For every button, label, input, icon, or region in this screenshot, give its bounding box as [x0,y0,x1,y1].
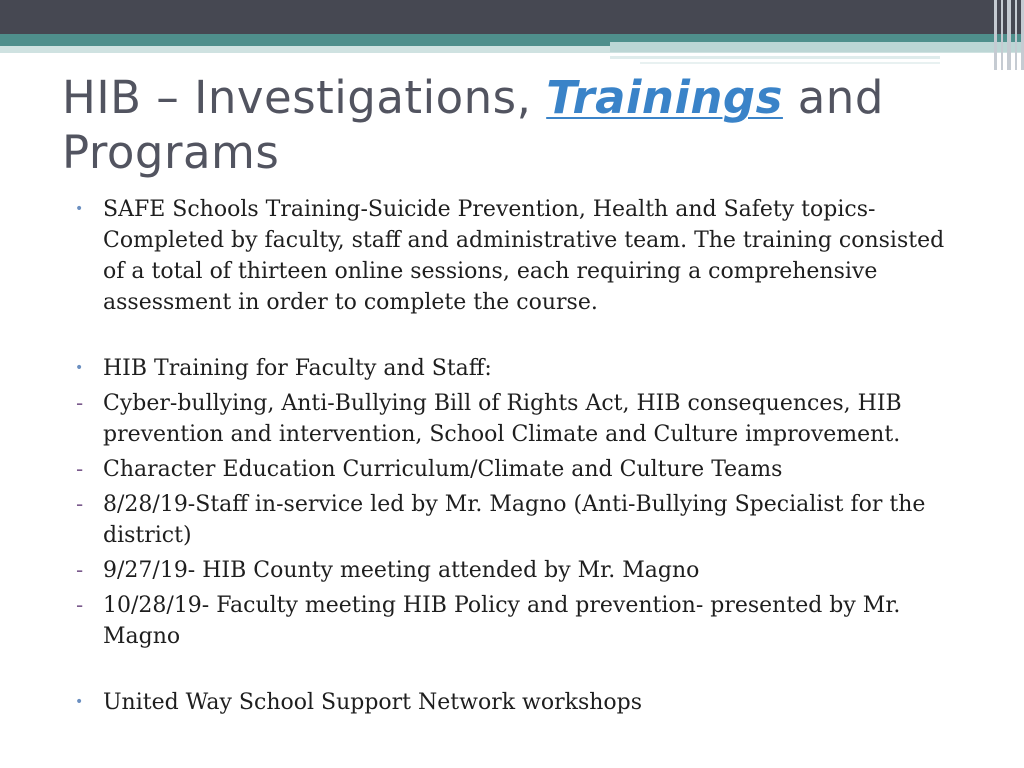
dash-text: 10/28/19- Faculty meeting HIB Policy and prevention- presented by Mr. Magno [103,593,901,649]
header-accent-line-2 [640,62,940,64]
bullet-safe-schools [74,194,954,318]
dash-marker: - [76,593,84,617]
dash-item-cyber-bullying [74,388,954,450]
bullet-marker: • [75,360,84,376]
dash-item-faculty-meeting [74,590,954,652]
dash-item-staff-inservice [74,489,954,551]
dash-item-county-meeting [74,555,954,586]
dash-text: Cyber-bullying, Anti-Bullying Bill of Rights Act, HIB consequences, HIB prevention and intervention, School Climate and Culture improvement. [103,391,902,447]
dash-text: 9/27/19- HIB County meeting attended by Mr. Magno [103,558,700,583]
dash-marker: - [76,492,84,516]
header-accent-line [610,56,940,59]
bullet-marker: • [75,694,84,710]
bullet-text: SAFE Schools Training-Suicide Prevention, Health and Safety topics- Completed by faculty, staff and administrative team. The training consisted of a total of thirteen online sessions, each requiring a comprehensive assessment in order to complete the course. [103,197,945,315]
dash-item-character-education [74,454,954,485]
title-suffix: and Programs [62,71,884,179]
header-band-dark [0,0,1024,34]
dash-marker: - [76,457,84,481]
dash-marker: - [76,558,84,582]
bullet-united-way [74,687,954,718]
header-vertical-lines [990,0,1024,70]
dash-text: Character Education Curriculum/Climate and Culture Teams [103,457,783,482]
dash-marker: - [76,391,84,415]
slide-title [62,70,962,180]
trainings-link[interactable]: Trainings [546,71,783,124]
dash-text: 8/28/19-Staff in-service led by Mr. Magno (Anti-Bullying Specialist for the district) [103,492,926,548]
slide-body [74,194,954,722]
bullet-hib-training [74,353,954,384]
header-accent-strip [610,42,1024,52]
bullet-text: United Way School Support Network workshops [103,690,643,715]
bullet-text: HIB Training for Faculty and Staff: [103,356,492,381]
bullet-marker: • [75,201,84,217]
title-prefix: HIB – Investigations, [62,71,547,124]
